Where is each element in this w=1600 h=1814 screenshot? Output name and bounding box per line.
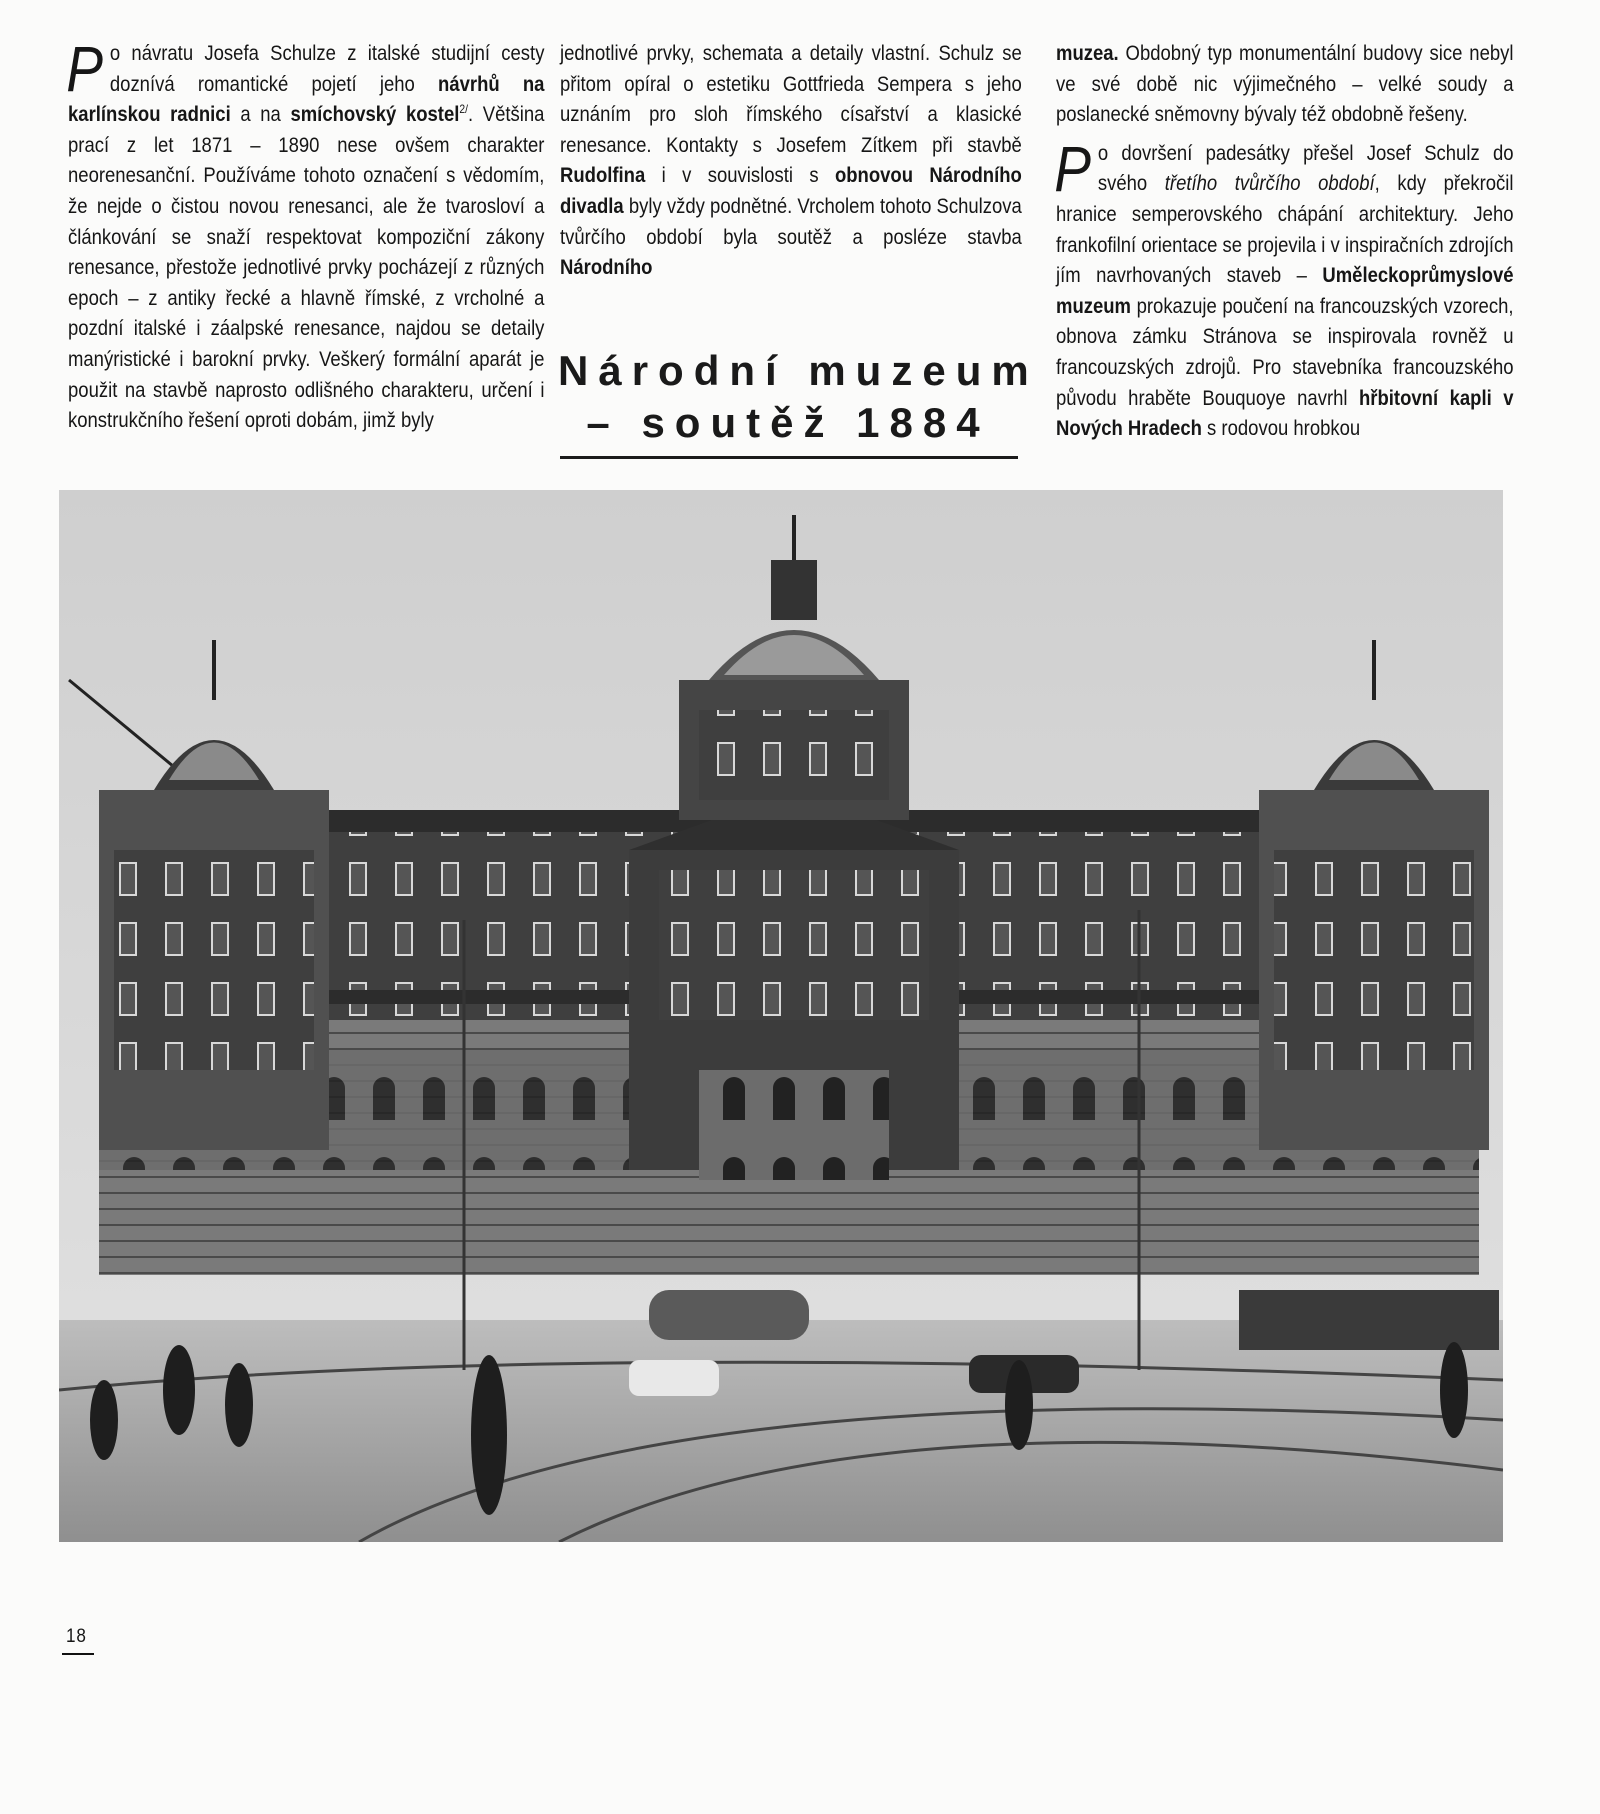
text-run: jednotlivé prvky, schemata a detaily vlastní. Schulz se přitom opíral o estetiku Gottfrieda Sempera s jeho uznáním pro sloh římského císařství a klasické renesance. Kontakty s Josefem Zítkem při stavbě — [560, 41, 1022, 157]
text-run: byly vždy podnětné. Vrcholem tohoto Schulzova tvůrčího období byla soutěž a posléze stavba — [560, 193, 1022, 249]
text-column-2 — [560, 38, 1022, 283]
bold-term: smíchovský kostel — [290, 102, 460, 127]
museum-photograph — [59, 490, 1503, 1542]
text-run: o návratu Josefa Schulze z italské studijní cesty doznívá romantické pojetí jeho — [109, 41, 545, 96]
text-run: i v souvislosti s — [645, 163, 835, 188]
text-run: . Většina prací z let 1871 – 1890 nese ovšem charakter neorenesanční. Používáme tohoto označení s vědomím, že nejde o čistou novou renesanci, ale že tvarosloví a článkování se snaží respektovat kompoziční zákony renesance, přestože jednotlivé prvky pocházejí z různých epoch – z antiky řecké a hlavně římské, z vrcholné a pozdní italské i záalpské renesance, najdou se detaily manýristické i barokní prvky. Veškerý formální aparát je použit na stavbě naprosto odlišného charakteru, určení i konstrukčního řešení oproti dobám, jimž byly — [68, 102, 545, 433]
paragraph — [66, 33, 545, 436]
bold-term: Uměleckoprůmyslové muzeum — [1056, 263, 1514, 318]
footnote-ref: 2/ — [459, 102, 469, 117]
text-run: s rodovou hrobkou — [1201, 416, 1361, 441]
heading-line-1: Národní muzeum — [558, 347, 1039, 394]
text-run: a na — [230, 102, 291, 127]
text-run: Obdobný typ monumentální budovy sice nebyl ve své době nic výjimečného – velké soudy a poslanecké sněmovny bývaly též obdobně řešeny. — [1056, 41, 1514, 127]
bold-term: hřbitovní kapli v Nových Hradech — [1056, 385, 1514, 441]
paragraph — [1056, 38, 1514, 130]
museum-building-illustration — [59, 490, 1503, 1542]
drop-cap: P — [66, 33, 103, 105]
bold-term: návrhů na karlínskou radnici — [68, 71, 545, 127]
bold-term: Rudolfina — [560, 163, 646, 188]
text-column-1 — [66, 33, 545, 436]
heading-line-2: – soutěž 1884 — [586, 399, 990, 446]
paragraph — [1054, 132, 1514, 444]
page-number-rule — [62, 1653, 94, 1655]
text-run: , kdy překročil hranice semperovského chápání architektury. Jeho frankofilní orientace se projevila i v inspiračních zdrojích jím navrhovaných staveb – — [1056, 171, 1514, 288]
bold-term: obnovou Národního divadla — [560, 163, 1022, 218]
italic-term: třetího tvůrčího období — [1164, 171, 1375, 196]
paragraph — [560, 38, 1022, 283]
page-number: 18 — [66, 1626, 87, 1647]
text-column-3 — [1056, 38, 1514, 444]
drop-cap: P — [1054, 132, 1091, 205]
section-heading — [558, 345, 1039, 449]
bold-term: muzea. — [1056, 41, 1119, 65]
text-run: o dovršení padesátky přešel Josef Schulz do svého — [1097, 140, 1514, 196]
text-run: prokazuje poučení na francouzských vzorech, obnova zámku Stránova se inspirovala rovněž u francouzských zdrojů. Pro stavebníka francouzského původu hraběte Bouquoye navrhl — [1056, 293, 1514, 410]
heading-underline — [560, 456, 1018, 459]
bold-term: Národního — [560, 255, 653, 280]
